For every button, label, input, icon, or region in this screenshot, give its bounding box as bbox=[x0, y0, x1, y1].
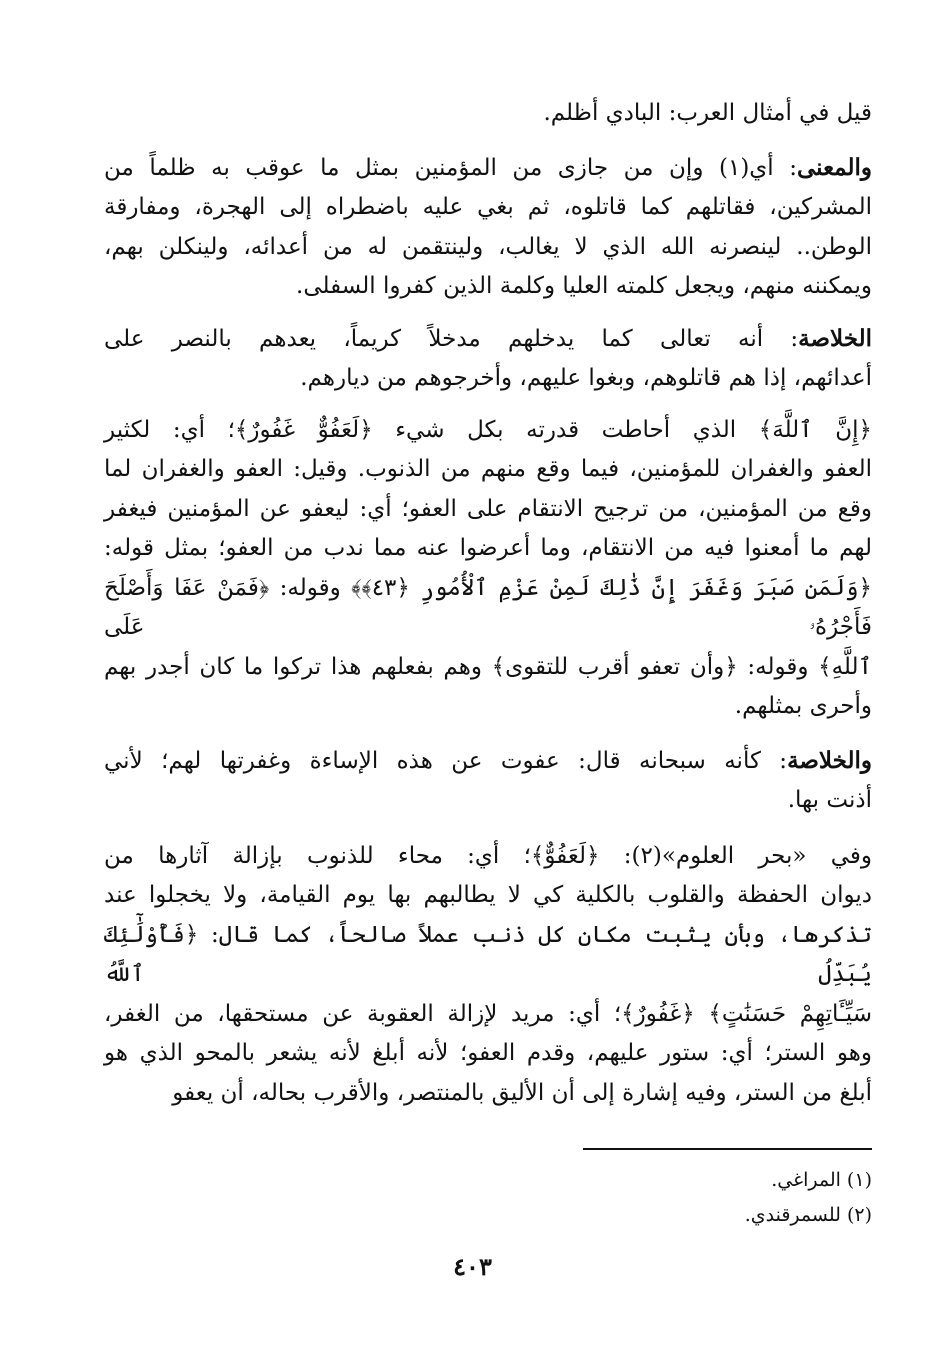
line-text: قيل في أمثال العرب: البادي أظلم. bbox=[543, 100, 872, 126]
text-line bbox=[104, 876, 872, 916]
text-line bbox=[104, 648, 872, 688]
paragraph bbox=[104, 741, 872, 821]
text-line bbox=[104, 916, 872, 995]
line-text: وقع من المؤمنين، من ترجيح الانتقام على العفو؛ أي: ليعفو عن المؤمنين فيغفر bbox=[104, 495, 872, 522]
text-line bbox=[104, 1034, 872, 1074]
text-line bbox=[104, 319, 872, 360]
line-text: أبلغ من الستر، وفيه إشارة إلى أن الأليق بالمنتصر، والأقرب بحاله، أن يعفو bbox=[172, 1079, 872, 1106]
text-line bbox=[104, 995, 872, 1035]
line-text: : أي(١) وإن من جازى من المؤمنين بمثل ما عوقب به ظلماً من bbox=[104, 154, 797, 181]
line-text: سَيِّـَٔاتِهِمْ حَسَنَٰتٍ﴾ ﴿غَفُورٌ﴾؛ أي: مريد لإزالة العقوبة عن مستحقها، من الغفر، bbox=[104, 1000, 872, 1027]
text-line bbox=[104, 781, 872, 821]
text-line bbox=[104, 569, 872, 648]
bold-heading: والمعنى bbox=[796, 153, 872, 181]
main-text bbox=[104, 82, 872, 1113]
line-text: : كأنه سبحانه قال: عفوت عن هذه الإساءة وغفرتها لهم؛ لأني bbox=[104, 747, 788, 774]
footnote-2: (٢) للسمرقندي. bbox=[744, 1204, 872, 1226]
text-line bbox=[104, 837, 872, 877]
text-line bbox=[104, 148, 872, 189]
footnote-separator bbox=[583, 1148, 872, 1150]
line-text: ويمكننه منهم، ويجعل كلمته العليا وكلمة الذين كفروا السفلى. bbox=[296, 273, 872, 299]
line-text: ديوان الحفظة والقلوب بالكلية كي لا يطالبهم بها يوم القيامة، ولا يخجلوا عند bbox=[104, 882, 872, 908]
text-line bbox=[104, 267, 872, 307]
page-number: ٤٠٣ bbox=[453, 1252, 492, 1281]
text-line bbox=[104, 687, 872, 727]
bold-heading: والخلاصة bbox=[787, 746, 872, 774]
line-text: لهم ما أمعنوا فيه من الانتقام، وما أعرضوا عنه مما ندب من العفو؛ بمثل قوله: bbox=[104, 535, 872, 561]
text-line bbox=[104, 529, 872, 569]
line-text: : أنه تعالى كما يدخلهم مدخلاً كريماً، يعدهم بالنصر على bbox=[104, 325, 799, 352]
paragraph bbox=[104, 411, 872, 727]
line-text: ﴿وَلَمَن صَبَرَ وَغَفَرَ إِنَّ ذَٰلِكَ لَمِنْ عَزْمِ ٱلْأُمُورِ ﴿٤٣﴾﴾ وقوله: ﴿فَمَنْ عَفَا وَأَصْلَحَ فَأَجْرُهُۥ عَلَى bbox=[104, 574, 872, 640]
text-line bbox=[104, 490, 872, 530]
text-line bbox=[104, 228, 872, 268]
text-line bbox=[104, 1074, 872, 1114]
line-text: تذكرها، وبأن يثبت مكان كل ذنب عملاً صالحاً، كما قال: ﴿فَأُوْلَٰٓئِكَ يُبَدِّلُ ٱللَّهُ bbox=[104, 921, 872, 987]
text-line bbox=[104, 94, 872, 134]
line-text: المشركين، فقاتلهم كما قاتلوه، ثم بغي عليه باضطراه إلى الهجرة، ومفارقة bbox=[104, 194, 872, 220]
text-line bbox=[104, 359, 872, 399]
paragraph bbox=[104, 94, 872, 134]
line-text: وفي «بحر العلوم»(٢): ﴿لَعَفُوٌّ﴾؛ أي: محاء للذنوب بإزالة آثارها من bbox=[104, 842, 872, 869]
text-line bbox=[104, 741, 872, 782]
paragraph bbox=[104, 319, 872, 399]
line-text: العفو والغفران للمؤمنين، فيما وقع منهم من الذنوب. وقيل: العفو والغفران لما bbox=[104, 456, 872, 482]
line-text: الوطن.. لينصرنه الله الذي لا يغالب، ولينتقمن له من أعدائه، ولينكلن بهم، bbox=[104, 233, 872, 260]
bold-heading: الخلاصة bbox=[798, 324, 872, 352]
paragraph bbox=[104, 837, 872, 1114]
line-text: وهو الستر؛ أي: ستور عليهم، وقدم العفو؛ لأنه أبلغ لأنه يشعر بالمحو الذي هو bbox=[104, 1040, 872, 1066]
text-line bbox=[104, 450, 872, 490]
footnote-1: (١) المراغي. bbox=[771, 1169, 872, 1191]
line-text: ﴿إِنَّ ٱللَّهَ﴾ الذي أحاطت قدرته بكل شيء ﴿لَعَفُوٌّ غَفُورٌ﴾؛ أي: لكثير bbox=[104, 416, 872, 443]
paragraph bbox=[104, 148, 872, 307]
line-text: وأحرى بمثلهم. bbox=[734, 693, 872, 719]
text-line bbox=[104, 411, 872, 451]
line-text: أذنت بها. bbox=[787, 787, 872, 813]
text-line bbox=[104, 188, 872, 228]
line-text: ٱللَّهِ﴾ وقوله: ﴿وأن تعفو أقرب للتقوى﴾ وهم بفعلهم هذا تركوا ما كان أجدر بهم bbox=[104, 653, 872, 680]
footnotes bbox=[472, 1163, 872, 1233]
line-text: أعدائهم، إذا هم قاتلوهم، وبغوا عليهم، وأخرجوهم من ديارهم. bbox=[300, 365, 872, 391]
